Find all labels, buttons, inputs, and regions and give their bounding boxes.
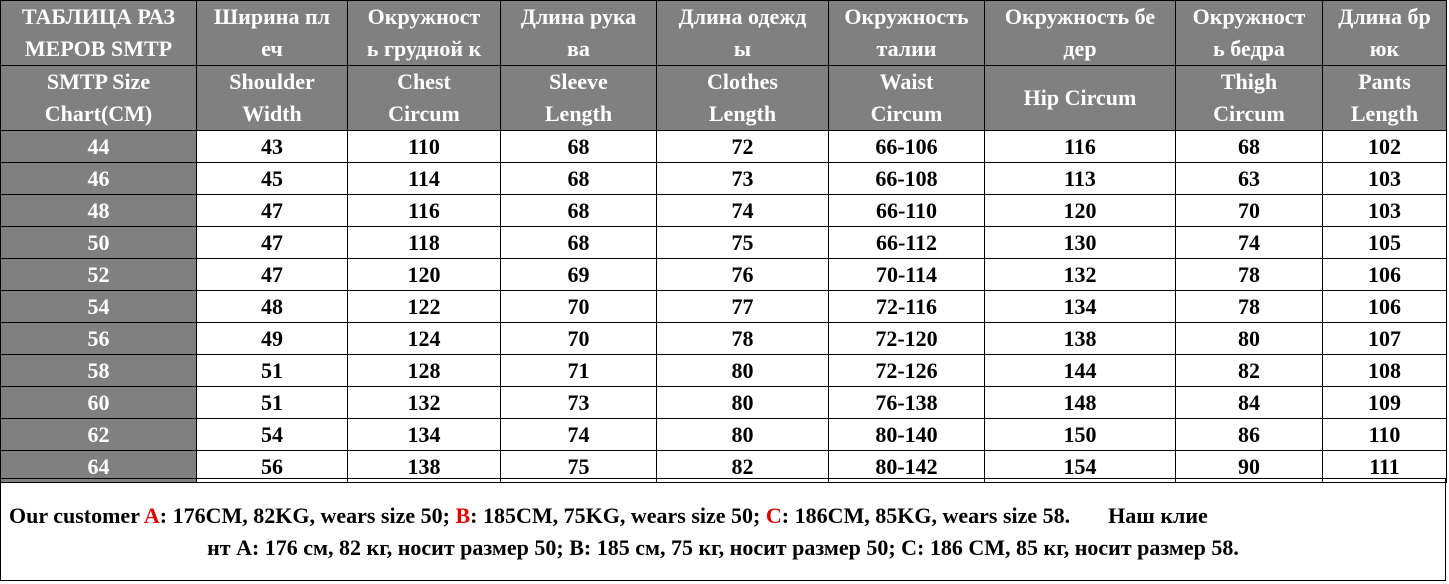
cell-clothes-length: 75 xyxy=(657,227,829,259)
table-row xyxy=(1,259,1447,291)
en-header-pants-length-line: Length xyxy=(1350,101,1419,126)
cell-waist-circum: 70-114 xyxy=(829,259,985,291)
cell-thigh-circum: 78 xyxy=(1176,291,1323,323)
cell-chest-circum: 110 xyxy=(348,131,501,163)
customer-b-label: B xyxy=(455,503,471,528)
cell-chest-circum: 114 xyxy=(348,163,501,195)
ru-header-waist-circum xyxy=(829,1,985,66)
cell-clothes-length: 72 xyxy=(657,131,829,163)
en-header-hip-circum-line: Hip Circum xyxy=(1023,85,1137,110)
cell-hip-circum: 130 xyxy=(985,227,1176,259)
cell-clothes-length: 78 xyxy=(657,323,829,355)
ru-header-chest-circum-line: Окружност xyxy=(367,4,481,29)
ru-header-pants-length xyxy=(1323,1,1447,66)
ru-header-shoulder-width-line: еч xyxy=(261,36,283,61)
cell-pants-length: 108 xyxy=(1323,355,1447,387)
cell-chest-circum: 138 xyxy=(348,451,501,483)
customer-a-text: : 176CM, 82KG, wears size 50; xyxy=(159,503,456,528)
table-row xyxy=(1,323,1447,355)
cell-sleeve-length: 68 xyxy=(501,131,657,163)
cell-pants-length: 103 xyxy=(1323,163,1447,195)
en-header-chest-circum xyxy=(348,66,501,131)
cell-waist-circum: 76-138 xyxy=(829,387,985,419)
table-row xyxy=(1,163,1447,195)
ru-header-chest-circum xyxy=(348,1,501,66)
cell-thigh-circum: 63 xyxy=(1176,163,1323,195)
ru-header-sleeve-length xyxy=(501,1,657,66)
cell-hip-circum: 148 xyxy=(985,387,1176,419)
ru-header-pants-length-line: Длина бр xyxy=(1338,4,1431,29)
cell-chest-circum: 132 xyxy=(348,387,501,419)
cell-thigh-circum: 84 xyxy=(1176,387,1323,419)
en-header-shoulder-width-line: Shoulder xyxy=(229,69,315,94)
cell-size: 64 xyxy=(1,451,197,483)
cell-pants-length: 111 xyxy=(1323,451,1447,483)
cell-sleeve-length: 68 xyxy=(501,195,657,227)
cell-shoulder-width: 56 xyxy=(197,451,348,483)
table-row xyxy=(1,419,1447,451)
en-header-chest-circum-line: Chest xyxy=(397,69,451,94)
ru-header-size-line: МЕРОВ SMTP xyxy=(24,36,173,61)
customer-note xyxy=(0,478,1446,581)
ru-header-hip-circum-line: Окружность бе xyxy=(1004,4,1156,29)
en-header-thigh-circum xyxy=(1176,66,1323,131)
ru-header-clothes-length-line: ы xyxy=(733,36,752,61)
cell-hip-circum: 138 xyxy=(985,323,1176,355)
cell-thigh-circum: 78 xyxy=(1176,259,1323,291)
cell-clothes-length: 73 xyxy=(657,163,829,195)
en-header-sleeve-length-line: Sleeve xyxy=(549,69,608,94)
customer-c-text: : 186CM, 85KG, wears size 58. xyxy=(781,503,1071,528)
cell-pants-length: 106 xyxy=(1323,259,1447,291)
cell-chest-circum: 128 xyxy=(348,355,501,387)
cell-clothes-length: 80 xyxy=(657,355,829,387)
en-header-hip-circum xyxy=(985,66,1176,131)
cell-size: 62 xyxy=(1,419,197,451)
cell-hip-circum: 144 xyxy=(985,355,1176,387)
cell-chest-circum: 116 xyxy=(348,195,501,227)
customer-c-label: C xyxy=(765,503,782,528)
cell-chest-circum: 134 xyxy=(348,419,501,451)
cell-hip-circum: 150 xyxy=(985,419,1176,451)
cell-shoulder-width: 54 xyxy=(197,419,348,451)
ru-header-clothes-length-line: Длина одежд xyxy=(678,4,807,29)
ru-header-thigh-circum-line: ь бедра xyxy=(1213,36,1285,61)
ru-header-waist-circum-line: Окружность xyxy=(844,4,969,29)
cell-hip-circum: 113 xyxy=(985,163,1176,195)
cell-pants-length: 106 xyxy=(1323,291,1447,323)
cell-pants-length: 110 xyxy=(1323,419,1447,451)
customer-note-line-2: нт A: 176 см, 82 кг, носит размер 50; B: 185 см, 75 кг, носит размер 50; C: 186 СМ, 85 кг, носит размер 58. xyxy=(207,535,1239,560)
cell-clothes-length: 76 xyxy=(657,259,829,291)
en-header-size-line: Chart(CM) xyxy=(44,101,153,126)
en-header-waist-circum-line: Waist xyxy=(879,69,934,94)
cell-waist-circum: 80-140 xyxy=(829,419,985,451)
ru-header-sleeve-length-line: ва xyxy=(567,36,590,61)
cell-sleeve-length: 73 xyxy=(501,387,657,419)
ru-header-shoulder-width xyxy=(197,1,348,66)
note-prefix: Our customer xyxy=(9,503,144,528)
cell-shoulder-width: 51 xyxy=(197,387,348,419)
en-header-waist-circum-line: Circum xyxy=(870,101,943,126)
cell-waist-circum: 72-120 xyxy=(829,323,985,355)
en-header-sleeve-length-line: Length xyxy=(544,101,613,126)
en-header-clothes-length-line: Clothes xyxy=(707,69,778,94)
cell-hip-circum: 154 xyxy=(985,451,1176,483)
cell-waist-circum: 66-110 xyxy=(829,195,985,227)
ru-header-pants-length-line: юк xyxy=(1369,36,1400,61)
cell-shoulder-width: 43 xyxy=(197,131,348,163)
en-header-thigh-circum-line: Circum xyxy=(1213,101,1285,126)
en-header-sleeve-length xyxy=(501,66,657,131)
customer-note-line-1 xyxy=(9,503,1208,529)
cell-sleeve-length: 71 xyxy=(501,355,657,387)
ru-header-sleeve-length-line: Длина рука xyxy=(520,4,637,29)
ru-header-chest-circum-line: ь грудной к xyxy=(366,36,482,61)
cell-pants-length: 105 xyxy=(1323,227,1447,259)
cell-hip-circum: 116 xyxy=(985,131,1176,163)
cell-size: 48 xyxy=(1,195,197,227)
cell-thigh-circum: 90 xyxy=(1176,451,1323,483)
cell-size: 60 xyxy=(1,387,197,419)
cell-pants-length: 109 xyxy=(1323,387,1447,419)
en-header-thigh-circum-line: Thigh xyxy=(1220,69,1278,94)
en-header-shoulder-width xyxy=(197,66,348,131)
ru-header-waist-circum-line: талии xyxy=(876,36,937,61)
en-header-size-line: SMTP Size xyxy=(46,69,151,94)
cell-shoulder-width: 45 xyxy=(197,163,348,195)
cell-size: 54 xyxy=(1,291,197,323)
ru-header-hip-circum xyxy=(985,1,1176,66)
cell-sleeve-length: 70 xyxy=(501,323,657,355)
table-row xyxy=(1,195,1447,227)
table-row xyxy=(1,355,1447,387)
cell-sleeve-length: 69 xyxy=(501,259,657,291)
en-header-shoulder-width-line: Width xyxy=(242,101,302,126)
en-header-waist-circum xyxy=(829,66,985,131)
cell-shoulder-width: 47 xyxy=(197,195,348,227)
table-row xyxy=(1,291,1447,323)
ru-header-hip-circum-line: дер xyxy=(1063,36,1097,61)
cell-size: 52 xyxy=(1,259,197,291)
cell-chest-circum: 120 xyxy=(348,259,501,291)
en-header-pants-length-line: Pants xyxy=(1358,69,1411,94)
cell-thigh-circum: 86 xyxy=(1176,419,1323,451)
cell-size: 50 xyxy=(1,227,197,259)
ru-header-thigh-circum xyxy=(1176,1,1323,66)
cell-shoulder-width: 47 xyxy=(197,259,348,291)
ru-header-shoulder-width-line: Ширина пл xyxy=(214,4,330,29)
cell-waist-circum: 66-106 xyxy=(829,131,985,163)
cell-size: 44 xyxy=(1,131,197,163)
cell-hip-circum: 134 xyxy=(985,291,1176,323)
cell-size: 46 xyxy=(1,163,197,195)
en-header-clothes-length-line: Length xyxy=(708,101,777,126)
cell-sleeve-length: 70 xyxy=(501,291,657,323)
cell-clothes-length: 80 xyxy=(657,387,829,419)
cell-thigh-circum: 70 xyxy=(1176,195,1323,227)
cell-size: 58 xyxy=(1,355,197,387)
cell-chest-circum: 118 xyxy=(348,227,501,259)
ru-header-size xyxy=(1,1,197,66)
cell-waist-circum: 66-108 xyxy=(829,163,985,195)
cell-shoulder-width: 49 xyxy=(197,323,348,355)
header-row-english xyxy=(1,66,1447,131)
en-header-pants-length xyxy=(1323,66,1447,131)
table-row xyxy=(1,131,1447,163)
customer-a-label: A xyxy=(143,503,160,528)
ru-header-thigh-circum-line: Окружност xyxy=(1192,4,1306,29)
cell-clothes-length: 82 xyxy=(657,451,829,483)
en-header-chest-circum-line: Circum xyxy=(388,101,460,126)
ru-header-size-line: ТАБЛИЦА РАЗ xyxy=(21,4,176,29)
cell-thigh-circum: 80 xyxy=(1176,323,1323,355)
cell-clothes-length: 80 xyxy=(657,419,829,451)
cell-clothes-length: 77 xyxy=(657,291,829,323)
header-row-russian xyxy=(1,1,1447,66)
customer-b-text: : 185CM, 75KG, wears size 50; xyxy=(470,503,766,528)
table-row xyxy=(1,387,1447,419)
cell-waist-circum: 72-116 xyxy=(829,291,985,323)
table-row xyxy=(1,227,1447,259)
cell-pants-length: 102 xyxy=(1323,131,1447,163)
cell-hip-circum: 120 xyxy=(985,195,1176,227)
cell-thigh-circum: 82 xyxy=(1176,355,1323,387)
cell-size: 56 xyxy=(1,323,197,355)
cell-sleeve-length: 68 xyxy=(501,163,657,195)
cell-pants-length: 107 xyxy=(1323,323,1447,355)
cell-waist-circum: 72-126 xyxy=(829,355,985,387)
cell-shoulder-width: 48 xyxy=(197,291,348,323)
cell-hip-circum: 132 xyxy=(985,259,1176,291)
ru-header-clothes-length xyxy=(657,1,829,66)
cell-pants-length: 103 xyxy=(1323,195,1447,227)
cell-sleeve-length: 74 xyxy=(501,419,657,451)
cell-clothes-length: 74 xyxy=(657,195,829,227)
cell-shoulder-width: 47 xyxy=(197,227,348,259)
cell-thigh-circum: 68 xyxy=(1176,131,1323,163)
cell-waist-circum: 80-142 xyxy=(829,451,985,483)
cell-sleeve-length: 68 xyxy=(501,227,657,259)
cell-chest-circum: 122 xyxy=(348,291,501,323)
cell-sleeve-length: 75 xyxy=(501,451,657,483)
cell-thigh-circum: 74 xyxy=(1176,227,1323,259)
en-header-size xyxy=(1,66,197,131)
cell-waist-circum: 66-112 xyxy=(829,227,985,259)
russian-note-start: Наш клие xyxy=(1108,503,1208,528)
en-header-clothes-length xyxy=(657,66,829,131)
cell-chest-circum: 124 xyxy=(348,323,501,355)
cell-shoulder-width: 51 xyxy=(197,355,348,387)
